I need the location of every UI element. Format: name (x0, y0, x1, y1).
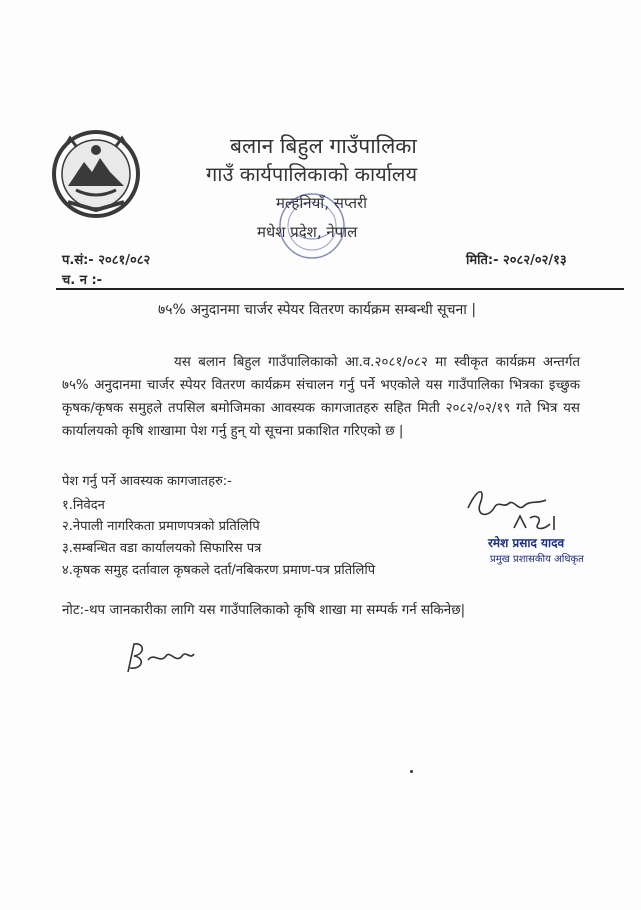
header-divider (56, 288, 624, 290)
municipality-name: बलान बिहुल गाउँपालिका (230, 134, 417, 158)
document-item: ३.सम्बन्धित वडा कार्यालयको सिफारिस पत्र (62, 541, 262, 556)
notice-note: नोट:-थप जानकारीका लागि यस गाउँपालिकाको कृषि शाखा मा सम्पर्क गर्न सकिनेछ| (62, 603, 466, 618)
document-item: ४.कृषक समुह दर्तावाल कृषकले दर्ता/नबिकरण प्रमाण-पत्र प्रतिलिपि (62, 563, 376, 578)
stray-mark (410, 770, 413, 773)
office-location: मल्हनियाँ, सप्तरी (276, 194, 368, 212)
office-province: मधेश प्रदेश, नेपाल (257, 223, 358, 241)
notice-subject: ७५% अनुदानमा चार्जर स्पेयर वितरण कार्यक्रम सम्बन्धी सूचना | (158, 302, 477, 318)
reference-number: प.सं:- २०८१/०८२ (62, 253, 151, 268)
document-item: १.निवेदन (62, 498, 105, 513)
initial-signature-icon (120, 636, 200, 678)
office-name: गाउँ कार्यपालिकाको कार्यालय (206, 162, 418, 186)
document-item: २.नेपाली नागरिकता प्रमाणपत्रको प्रतिलिपि (62, 519, 260, 534)
notice-date: मिति:- २०८२/०२/१३ (466, 253, 567, 268)
nepal-emblem-icon (50, 128, 142, 220)
office-stamp-icon (276, 190, 348, 262)
notice-body-text: यस बलान बिहुल गाउँपालिकाको आ.व.२०८१/०८२ मा स्वीकृत कार्यक्रम अन्तर्गत ७५% अनुदानमा चार्जर स्पेयर वितरण कार्यक्रम संचालन गर्नु पर्ने भएकोले यस गाउँपालिका भित्रका इच्छुक कृषक/कृषक समुहले तपसिल बमोजिमका आवस्यक कागजातहरु सहित मिती २०८२/०२/१९ गते भित्र यस कार्यालयको कृषि शाखामा पेश गर्नु हुन् यो सूचना प्रकाशित गरिएको छ | (62, 355, 580, 439)
dispatch-number: च. न :- (62, 273, 103, 288)
signatory-title: प्रमुख प्रशासकीय अधिकृत (490, 554, 584, 565)
signatory-name: रमेश प्रसाद यादव (488, 536, 565, 550)
notice-body (62, 351, 580, 443)
documents-heading: पेश गर्नु पर्ने आवस्यक कागजातहरु:- (62, 474, 232, 489)
officer-signature-icon (458, 478, 568, 538)
